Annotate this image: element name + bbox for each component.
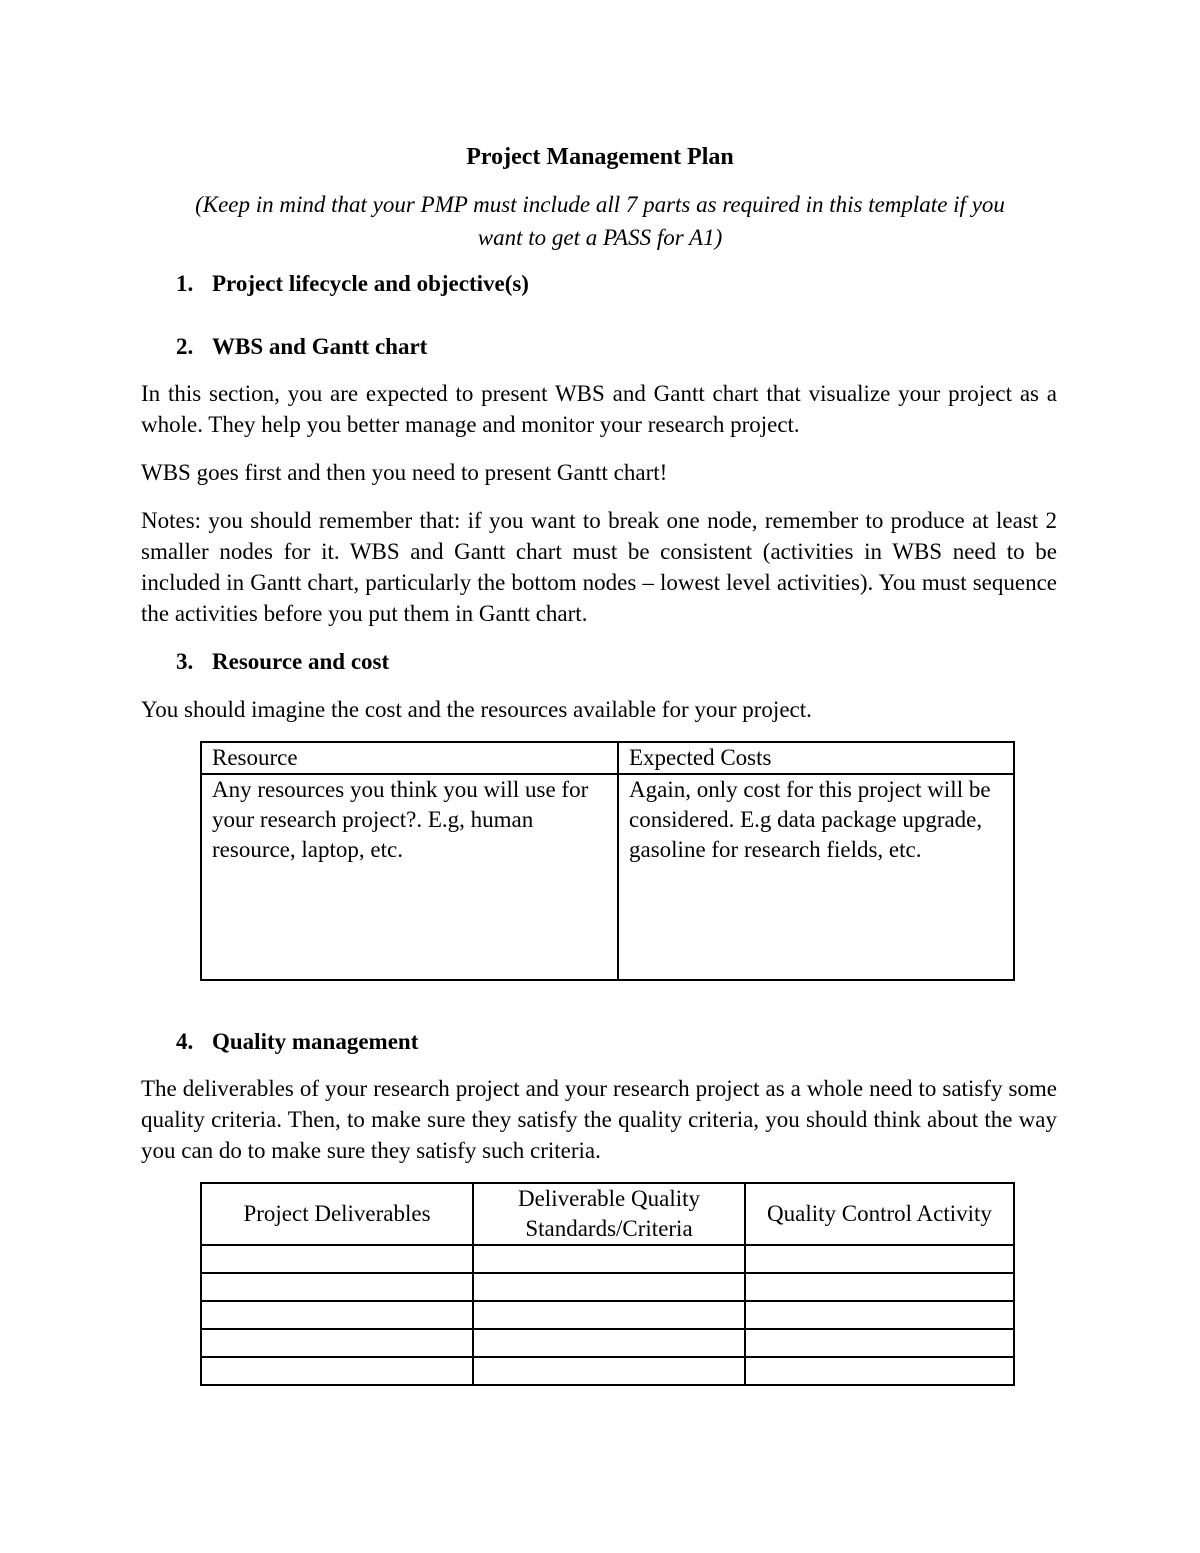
table-header-row: [201, 742, 1014, 774]
section-number: 2.: [176, 334, 194, 359]
quality-table: [200, 1182, 1015, 1386]
section-title: Project lifecycle and objective(s): [212, 271, 529, 296]
table-cell: [473, 1357, 745, 1385]
table-header-row: [201, 1183, 1014, 1245]
table-cell: [473, 1245, 745, 1273]
table-cell: [201, 1245, 473, 1273]
section-heading-3: [176, 646, 389, 677]
table-row: [201, 774, 1014, 980]
document-title: Project Management Plan: [466, 144, 734, 170]
header-resource: Resource: [201, 742, 618, 774]
table-row: [201, 1273, 1014, 1301]
section-heading-4: [176, 1026, 418, 1057]
table-cell: [745, 1245, 1014, 1273]
table-cell: [745, 1301, 1014, 1329]
header-quality-standards: Deliverable Quality Standards/Criteria: [473, 1183, 745, 1245]
section-title: Resource and cost: [212, 649, 390, 674]
subtitle-line-2: want to get a PASS for A1): [477, 225, 723, 250]
section-title: WBS and Gantt chart: [212, 334, 428, 359]
table-cell: [473, 1273, 745, 1301]
table-cell: [201, 1329, 473, 1357]
table-row: [201, 1357, 1014, 1385]
table-cell: [473, 1301, 745, 1329]
resource-cost-table: [200, 741, 1015, 981]
resource-cell: Any resources you think you will use for your research project?. E.g, human resource, laptop, etc.: [201, 774, 618, 980]
subtitle-line-1: (Keep in mind that your PMP must include all 7 parts as required in this template if you: [195, 192, 1005, 217]
table-cell: [473, 1329, 745, 1357]
table-cell: [745, 1329, 1014, 1357]
section-number: 3.: [176, 649, 194, 674]
header-quality-control-activity: Quality Control Activity: [745, 1183, 1014, 1245]
wbs-paragraph-2: WBS goes first and then you need to present Gantt chart!: [141, 460, 668, 485]
expected-costs-cell: Again, only cost for this project will be considered. E.g data package upgrade, gasoline for research fields, etc.: [618, 774, 1014, 980]
section-heading-2: [176, 331, 427, 362]
resource-intro: You should imagine the cost and the resources available for your project.: [141, 697, 812, 722]
section-number: 1.: [176, 271, 194, 296]
section-title: Quality management: [212, 1029, 419, 1054]
header-expected-costs: Expected Costs: [618, 742, 1014, 774]
section-heading-1: [176, 268, 529, 299]
wbs-notes-paragraph: Notes: you should remember that: if you want to break one node, remember to produce at least 2 smaller nodes for it. WBS and Gantt chart must be consistent (activities in WBS need to be included in Gantt chart, particularly the bottom nodes – lowest level activities). You must sequence the activities before you put them in Gantt chart.: [141, 508, 1057, 626]
quality-intro: The deliverables of your research project and your research project as a whole need to satisfy some quality criteria. Then, to make sure they satisfy the quality criteria, you should think about the way you can do to make sure they satisfy such criteria.: [141, 1076, 1057, 1163]
table-row: [201, 1245, 1014, 1273]
table-row: [201, 1301, 1014, 1329]
table-cell: [745, 1357, 1014, 1385]
header-project-deliverables: Project Deliverables: [201, 1183, 473, 1245]
table-cell: [201, 1357, 473, 1385]
wbs-paragraph-1: In this section, you are expected to present WBS and Gantt chart that visualize your project as a whole. They help you better manage and monitor your research project.: [141, 381, 1057, 437]
table-cell: [201, 1273, 473, 1301]
document-subtitle: [140, 188, 1060, 254]
table-row: [201, 1329, 1014, 1357]
table-cell: [201, 1301, 473, 1329]
section-number: 4.: [176, 1029, 194, 1054]
table-cell: [745, 1273, 1014, 1301]
